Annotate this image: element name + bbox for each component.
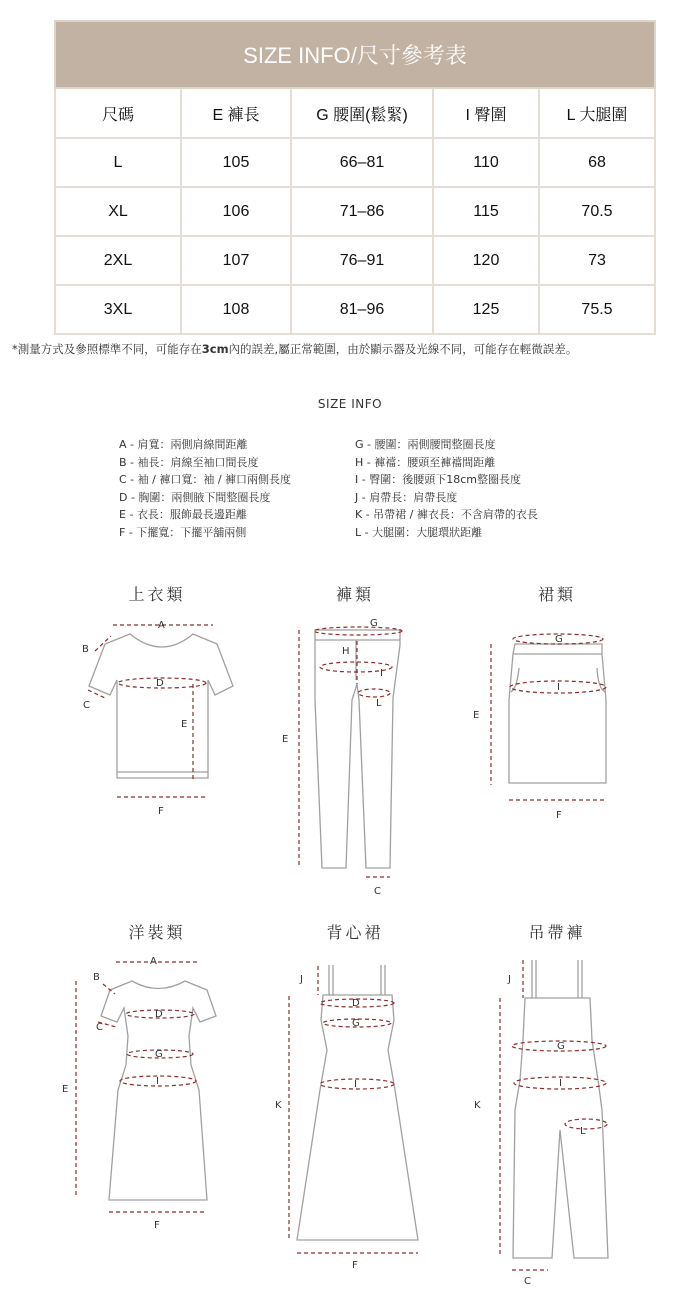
category-dresses: 洋裝類 [128,923,186,942]
label-l: L [376,698,382,709]
cell-hip: 120 [433,236,539,285]
cell-size: 3XL [55,285,181,334]
label-d: D [156,678,164,689]
legend-item: L - 大腿圍：大腿環狀距離 [355,525,483,539]
label-i: I [354,1079,357,1090]
label-g: G [352,1018,360,1029]
cell-waist: 81–96 [291,285,433,334]
label-l: L [580,1126,586,1137]
cell-hip: 110 [433,138,539,187]
header-waist: G 腰圍(鬆緊) [291,88,433,138]
label-e: E [282,734,289,745]
label-k: K [275,1100,282,1111]
note-emphasis: 3cm [201,342,229,356]
category-overalls: 吊帶褲 [528,923,586,942]
cell-hip: 115 [433,187,539,236]
label-g: G [555,634,563,645]
category-skirts: 裙類 [537,585,576,604]
legend-left [119,436,291,541]
label-b: B [82,644,89,655]
garment-diagrams [0,560,700,1300]
size-table [54,20,656,335]
label-e: E [473,710,480,721]
label-g: G [557,1041,565,1052]
label-f: F [556,810,562,821]
cell-hip: 125 [433,285,539,334]
dress-diagram [76,962,216,1212]
label-f: F [352,1260,358,1271]
table-title: SIZE INFO/尺寸參考表 [55,21,655,88]
legend-item: I - 臀圍：後腰頭下18cm整圈長度 [355,473,521,486]
pants-diagram [299,627,402,877]
legend-item: H - 褲襠：腰頭至褲襠間距離 [355,455,496,469]
table-row [55,187,655,236]
label-e: E [62,1084,69,1095]
cell-length: 107 [181,236,291,285]
legend-item: K - 吊帶裙 / 褲衣長：不含肩帶的衣長 [355,508,538,521]
label-a: A [158,620,165,631]
label-d: D [352,998,360,1009]
header-length: E 褲長 [181,88,291,138]
overalls-diagram [500,960,608,1270]
legend-item: A - 肩寬：兩側肩線間距離 [119,438,248,451]
table-header-row [55,88,655,138]
label-f: F [158,806,164,817]
disclaimer-note [12,341,577,357]
table-row [55,236,655,285]
header-size: 尺碼 [55,88,181,138]
label-k: K [474,1100,481,1111]
cell-size: XL [55,187,181,236]
size-info-title: SIZE INFO [317,397,383,411]
category-tops: 上衣類 [128,585,186,604]
cell-thigh: 68 [539,138,655,187]
skirt-diagram [491,634,606,800]
note-prefix: *測量方式及參照標準不同，可能存在 [12,342,202,356]
cell-waist: 76–91 [291,236,433,285]
label-i: I [557,682,560,693]
label-i: I [559,1078,562,1089]
header-hip: I 臀圍 [433,88,539,138]
label-i: I [380,668,383,679]
cell-size: 2XL [55,236,181,285]
label-g: G [155,1049,163,1060]
label-e: E [181,719,188,730]
cell-thigh: 75.5 [539,285,655,334]
legend-item: J - 肩帶長：肩帶長度 [355,490,458,504]
cell-size: L [55,138,181,187]
cell-length: 106 [181,187,291,236]
legend-item: C - 袖 / 褲口寬：袖 / 褲口兩側長度 [119,473,292,486]
label-h: H [342,646,350,657]
label-c: C [83,700,90,711]
label-f: F [154,1220,160,1231]
label-c: C [524,1276,531,1287]
legend-item: B - 袖長：肩線至袖口間長度 [119,455,259,469]
label-c: C [96,1022,103,1033]
legend-item: G - 腰圍：兩側腰間整圈長度 [355,438,496,451]
tshirt-diagram [88,625,233,797]
cell-waist: 66–81 [291,138,433,187]
table-row [55,285,655,334]
label-j: J [300,974,303,985]
table-row [55,138,655,187]
cell-thigh: 73 [539,236,655,285]
label-j: J [508,974,511,985]
label-g: G [370,618,378,629]
legend-item: E - 衣長：服飾最長邊距離 [119,508,247,521]
legend-right [355,436,538,541]
label-a: A [150,956,157,967]
legend-item: F - 下擺寬：下擺平舖兩側 [119,525,247,539]
cell-thigh: 70.5 [539,187,655,236]
category-vest-dress: 背心裙 [326,923,384,942]
label-i: I [156,1076,159,1087]
cell-waist: 71–86 [291,187,433,236]
category-pants: 褲類 [335,585,374,604]
note-suffix: 內的誤差,屬正常範圍，由於顯示器及光線不同，可能存在輕微誤差。 [228,342,578,356]
label-b: B [93,972,100,983]
header-thigh: L 大腿圍 [539,88,655,138]
cell-length: 105 [181,138,291,187]
label-d: D [155,1009,163,1020]
legend-item: D - 胸圍：兩側腋下間整圈長度 [119,490,271,504]
cell-length: 108 [181,285,291,334]
label-c: C [374,886,381,897]
